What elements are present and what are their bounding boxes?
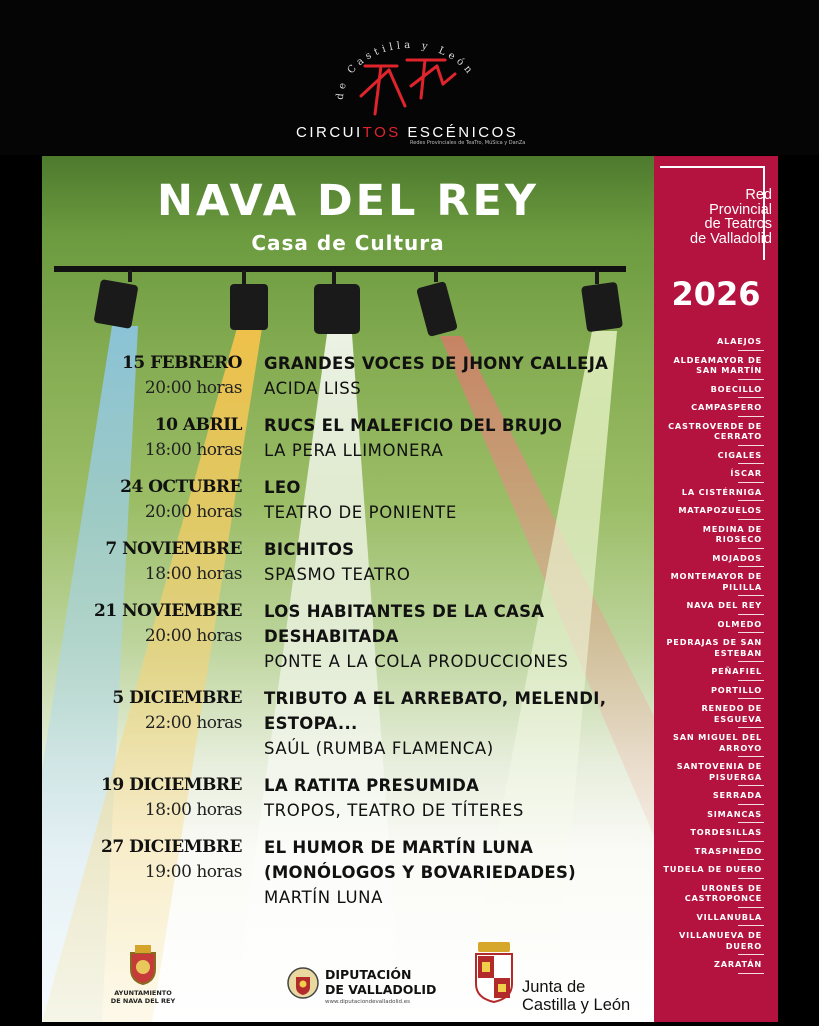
event-time: 20:00 horas: [144, 502, 242, 522]
town-item: PORTILLO: [654, 681, 762, 700]
event-date: 21 NOVIEMBRE: [94, 601, 242, 621]
brand-subtitle: Redes Provinciales de TeaTro, MúSica y DanZa: [410, 140, 526, 146]
event-info: [264, 351, 644, 401]
diputacion-seal-icon: [287, 965, 319, 1001]
town-item: VILLANUEVA DE DUERO: [654, 926, 762, 955]
event-info: [264, 475, 644, 525]
town-item: TORDESILLAS: [654, 823, 762, 842]
town-item: ALAEJOS: [654, 332, 762, 351]
diputacion-name: [325, 967, 436, 997]
event-time: 18:00 horas: [144, 564, 242, 584]
network-line4: de Valladolid: [690, 230, 772, 247]
event-title: BICHITOS: [264, 540, 355, 559]
event-company: LA PERA LLIMONERA: [264, 441, 444, 460]
event-info: [264, 686, 644, 761]
event-time: 22:00 horas: [144, 713, 242, 733]
event-row: [42, 773, 654, 823]
junta-line1: Junta de: [522, 978, 586, 996]
ayuntamiento-crest-icon: [125, 943, 161, 985]
brand-part-a: CIRCUI: [296, 124, 363, 141]
ayuntamiento-name: [108, 989, 178, 1005]
event-date: 7 NOVIEMBRE: [105, 539, 242, 559]
town-item: ZARATÁN: [654, 955, 762, 974]
event-title: LA RATITA PRESUMIDA: [264, 776, 480, 795]
network-name: [654, 188, 772, 246]
town-item: MEDINA DE RIOSECO: [654, 520, 762, 549]
town-item: MONTEMAYOR DE PILILLA: [654, 567, 762, 596]
town-item: RENEDO DE ESGUEVA: [654, 699, 762, 728]
circuitos-logo-icon: [325, 38, 495, 138]
event-info: [264, 599, 644, 674]
event-datetime: [42, 835, 242, 910]
event-time: 19:00 horas: [144, 862, 242, 882]
event-date: 15 FEBRERO: [122, 353, 242, 373]
event-datetime: [42, 599, 242, 674]
town-item: CASTROVERDE DE CERRATO: [654, 417, 762, 446]
town-item: CIGALES: [654, 446, 762, 465]
network-line2: Provincial: [709, 201, 772, 218]
event-row: [42, 835, 654, 910]
town-item: NAVA DEL REY: [654, 596, 762, 615]
junta-name: [522, 978, 630, 1014]
event-datetime: [42, 413, 242, 463]
town-item: SERRADA: [654, 786, 762, 805]
event-company: ACIDA LISS: [264, 379, 362, 398]
event-date: 19 DICIEMBRE: [101, 775, 242, 795]
venue-title: NAVA DEL REY: [156, 176, 539, 226]
sponsor-logos: [42, 935, 654, 1023]
ayuntamiento-line1: AYUNTAMIENTO: [114, 989, 172, 997]
network-line1: Red: [745, 187, 772, 203]
poster-panel: [42, 156, 654, 1022]
junta-logo: [470, 940, 631, 1026]
brand-wordmark: [296, 124, 518, 141]
network-sidebar: [654, 156, 778, 1022]
logo-ring-text: de Castilla y León: [334, 39, 477, 101]
event-date: 24 OCTUBRE: [120, 477, 242, 497]
town-item: PEÑAFIEL: [654, 662, 762, 681]
venue-subtitle: Casa de Cultura: [251, 231, 445, 255]
header-band: [0, 0, 819, 155]
event-title: LEO: [264, 478, 301, 497]
event-time: 20:00 horas: [144, 378, 242, 398]
town-item: URONES DE CASTROPONCE: [654, 879, 762, 908]
event-datetime: [42, 537, 242, 587]
event-info: [264, 413, 644, 463]
ayuntamiento-logo: [108, 943, 178, 1005]
event-info: [264, 835, 644, 910]
town-item: BOECILLO: [654, 380, 762, 399]
event-time: 18:00 horas: [144, 800, 242, 820]
event-title: GRANDES VOCES DE JHONY CALLEJA: [264, 354, 609, 373]
town-item: OLMEDO: [654, 615, 762, 634]
diputacion-line2: DE VALLADOLID: [325, 982, 437, 997]
event-date: 5 DICIEMBRE: [112, 688, 242, 708]
event-title: RUCS EL MALEFICIO DEL BRUJO: [264, 416, 563, 435]
event-title: LOS HABITANTES DE LA CASA DESHABITADA: [264, 602, 545, 646]
town-item: SANTOVENIA DE PISUERGA: [654, 757, 762, 786]
event-datetime: [42, 773, 242, 823]
season-year: 2026: [671, 275, 761, 313]
event-date: 27 DICIEMBRE: [101, 837, 242, 857]
junta-shield-icon: [470, 940, 518, 1022]
ayuntamiento-line2: DE NAVA DEL REY: [110, 997, 176, 1005]
town-item: ÍSCAR: [654, 464, 762, 483]
network-line3: de Teatros: [704, 216, 772, 232]
town-item: SAN MIGUEL DEL ARROYO: [654, 728, 762, 757]
brand-part-b: TOS: [362, 124, 401, 141]
town-item: MOJADOS: [654, 549, 762, 568]
event-datetime: [42, 475, 242, 525]
event-info: [264, 537, 644, 587]
town-item: SIMANCAS: [654, 805, 762, 824]
town-item: TUDELA DE DUERO: [654, 860, 762, 879]
towns-list: [654, 332, 762, 974]
event-datetime: [42, 686, 242, 761]
town-item: MATAPOZUELOS: [654, 501, 762, 520]
event-info: [264, 773, 644, 823]
events-list: [42, 351, 654, 922]
event-company: TEATRO DE PONIENTE: [264, 503, 457, 522]
event-company: PONTE A LA COLA PRODUCCIONES: [264, 652, 569, 671]
event-company: SPASMO TEATRO: [264, 565, 411, 584]
event-company: MARTÍN LUNA: [264, 888, 383, 907]
junta-line2: Castilla y León: [522, 996, 631, 1014]
event-datetime: [42, 351, 242, 401]
event-row: [42, 413, 654, 463]
diputacion-url: www.diputaciondevalladolid.es: [325, 999, 410, 1005]
town-item: PEDRAJAS DE SAN ESTEBAN: [654, 633, 762, 662]
svg-text:de Castilla y León: [335, 40, 477, 100]
town-item: TRASPINEDO: [654, 842, 762, 861]
event-row: [42, 475, 654, 525]
event-title: TRIBUTO A EL ARREBATO, MELENDI, ESTOPA...: [264, 689, 607, 733]
right-margin: [778, 156, 819, 1024]
event-time: 20:00 horas: [144, 626, 242, 646]
event-company: SAÚL (RUMBA FLAMENCA): [264, 739, 494, 758]
town-item: LA CISTÉRNIGA: [654, 483, 762, 502]
event-row: [42, 686, 654, 761]
town-item: ALDEAMAYOR DE SAN MARTÍN: [654, 351, 762, 380]
brand-part-c: ESCÉNICOS: [400, 124, 519, 141]
diputacion-line1: DIPUTACIÓN: [325, 967, 412, 982]
event-row: [42, 599, 654, 674]
event-time: 18:00 horas: [144, 440, 242, 460]
town-item: VILLANUBLA: [654, 908, 762, 927]
event-row: [42, 351, 654, 401]
town-item: CAMPASPERO: [654, 398, 762, 417]
event-date: 10 ABRIL: [154, 415, 242, 435]
event-title: EL HUMOR DE MARTÍN LUNA (MONÓLOGOS Y BOVARIEDADES): [264, 838, 577, 882]
diputacion-logo: [287, 965, 437, 1005]
event-company: TROPOS, TEATRO DE TÍTERES: [264, 801, 524, 820]
event-row: [42, 537, 654, 587]
